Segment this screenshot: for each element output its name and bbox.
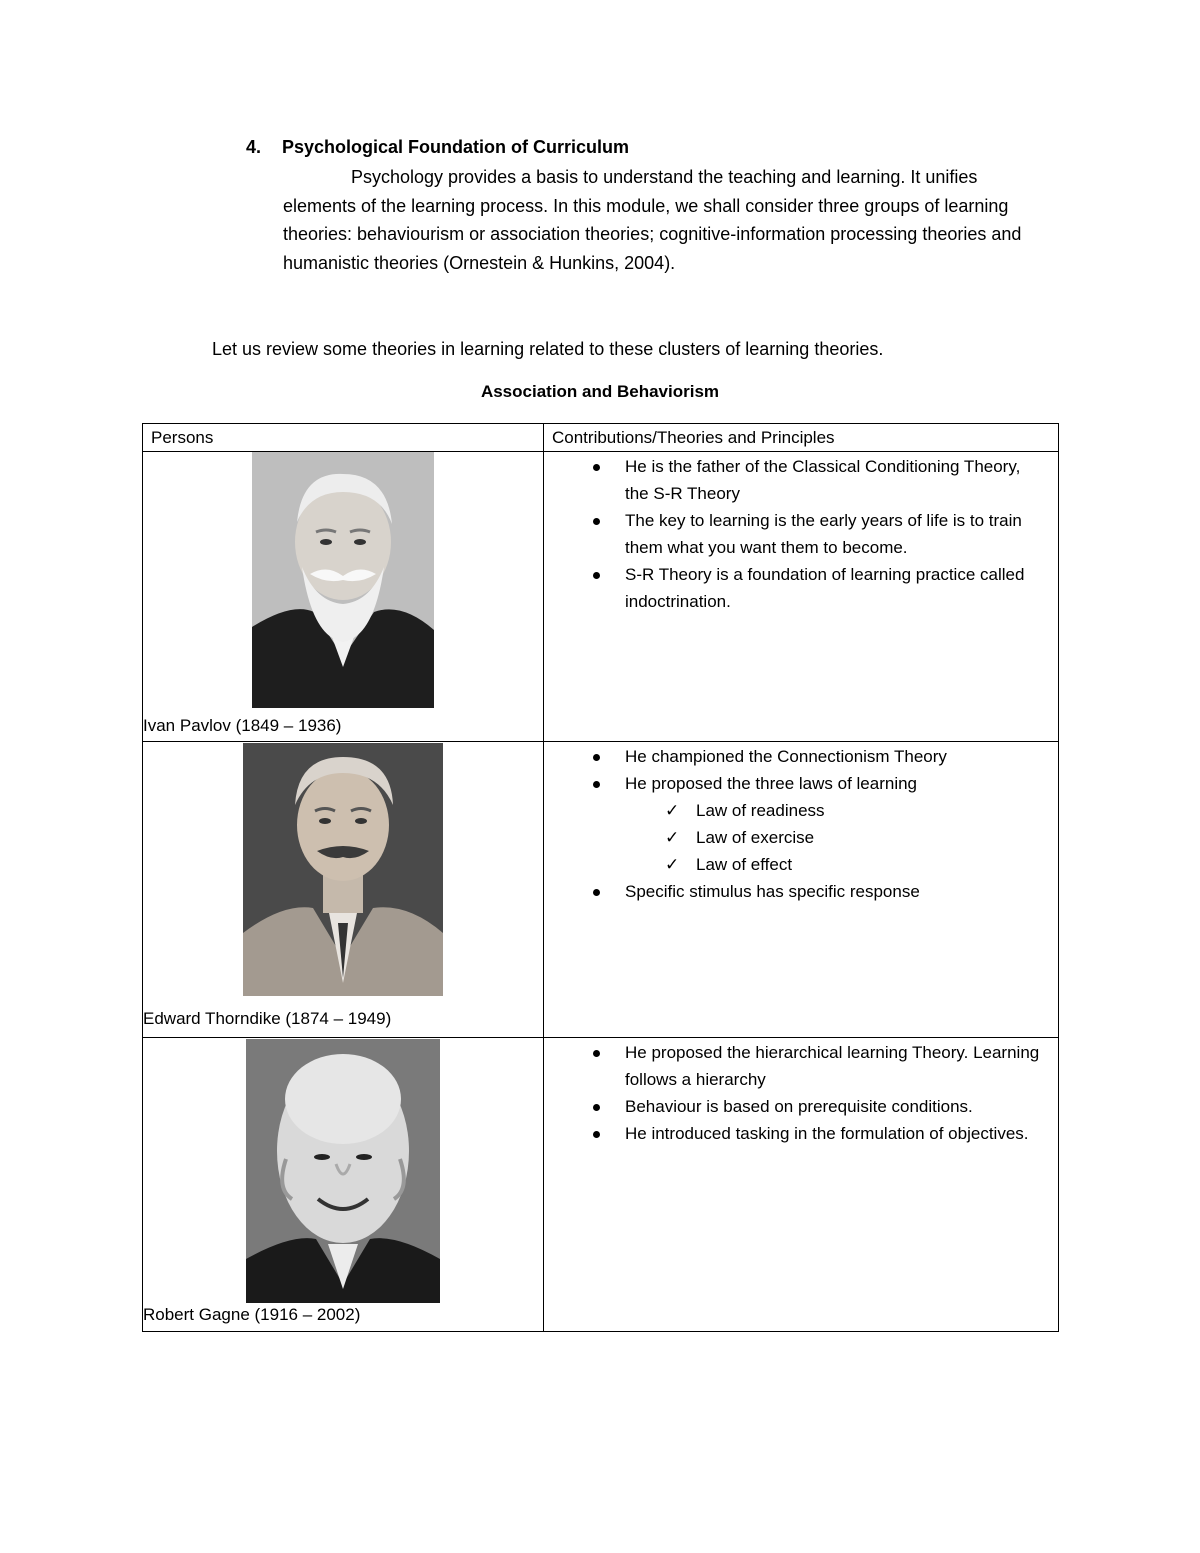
- section-title: Psychological Foundation of Curriculum: [282, 137, 630, 157]
- bullet-item: He is the father of the Classical Conditioning Theory, the S-R Theory: [544, 453, 1058, 507]
- person-cell: [143, 1038, 544, 1332]
- bullet-item: He proposed the three laws of learning ✓ Law of readiness ✓ Law of exercise ✓ Law of effect: [544, 770, 1058, 878]
- table-row: [143, 1038, 1059, 1332]
- bullet-icon: [593, 1104, 600, 1111]
- intro-text: Let us review some theories in learning related to these clusters of learning theories.: [212, 339, 884, 359]
- bullet-item: Specific stimulus has specific response: [544, 878, 1058, 905]
- bullet-icon: [593, 518, 600, 525]
- checkmark-icon: ✓: [665, 828, 680, 847]
- theorists-table: [142, 423, 1059, 1332]
- law-item: ✓ Law of effect: [625, 851, 1048, 878]
- bullet-item: He proposed the hierarchical learning Theory. Learning follows a hierarchy: [544, 1039, 1058, 1093]
- table-header-row: [143, 424, 1059, 452]
- section-heading: [246, 137, 629, 158]
- bullet-icon: [593, 464, 600, 471]
- table-row: [143, 742, 1059, 1038]
- bullet-item: The key to learning is the early years of life is to train them what you want them to become.: [544, 507, 1058, 561]
- checkmark-icon: ✓: [665, 855, 680, 874]
- person-cell: [143, 452, 544, 742]
- bullet-icon: [593, 889, 600, 896]
- person-name: Edward Thorndike (1874 – 1949): [143, 1009, 392, 1028]
- thorndike-portrait-photo: [243, 743, 443, 996]
- bullet-item: S-R Theory is a foundation of learning practice called indoctrination.: [544, 561, 1058, 615]
- bullet-icon: [593, 1131, 600, 1138]
- law-item: ✓ Law of exercise: [625, 824, 1048, 851]
- header-persons: Persons: [143, 424, 544, 452]
- table-row: [143, 452, 1059, 742]
- law-item: ✓ Law of readiness: [625, 797, 1048, 824]
- paragraph-text: Psychology provides a basis to understand the teaching and learning. It unifies elements of the learning process. In this module, we shall consider three groups of learning theories: behaviourism or association theories; cognitive-information processing theories and humanistic theories (Ornestein & Hunkins, 2004).: [283, 167, 1022, 273]
- section-paragraph: [283, 163, 1053, 277]
- contributions-cell: [544, 452, 1059, 742]
- contributions-cell: [544, 742, 1059, 1038]
- bullet-icon: [593, 754, 600, 761]
- bullet-icon: [593, 1050, 600, 1057]
- person-name: Robert Gagne (1916 – 2002): [143, 1305, 361, 1324]
- gagne-portrait-photo: [246, 1039, 440, 1303]
- bullet-item: He championed the Connectionism Theory: [544, 743, 1058, 770]
- section-number: 4.: [246, 137, 262, 157]
- bullet-item: He introduced tasking in the formulation of objectives.: [544, 1120, 1058, 1147]
- bullet-icon: [593, 572, 600, 579]
- pavlov-portrait-photo: [252, 452, 434, 708]
- bullet-item: Behaviour is based on prerequisite conditions.: [544, 1093, 1058, 1120]
- table-title: Association and Behaviorism: [480, 382, 720, 401]
- person-name: Ivan Pavlov (1849 – 1936): [143, 716, 342, 735]
- contributions-cell: [544, 1038, 1059, 1332]
- person-cell: [143, 742, 544, 1038]
- checkmark-icon: ✓: [665, 801, 680, 820]
- bullet-icon: [593, 781, 600, 788]
- header-contributions: Contributions/Theories and Principles: [544, 424, 1059, 452]
